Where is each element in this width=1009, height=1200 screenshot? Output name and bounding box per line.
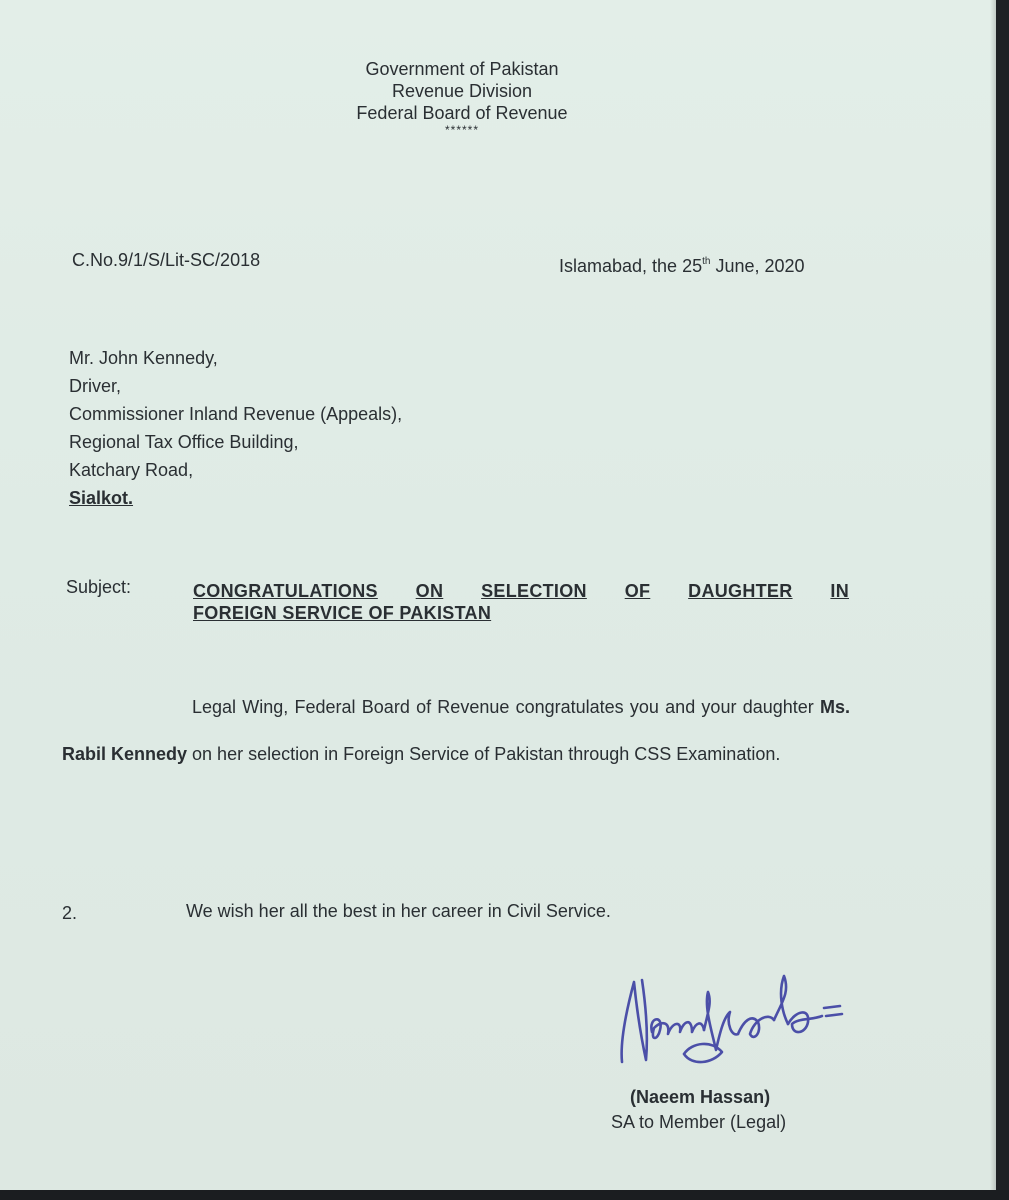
signatory-name: (Naeem Hassan) <box>630 1087 771 1107</box>
paragraph-2-number: 2. <box>62 903 78 923</box>
subject-line-2: FOREIGN SERVICE OF PAKISTAN <box>193 603 492 623</box>
subject-word: IN <box>830 581 849 601</box>
paragraph-1-end: on her selection in Foreign Service of Pakistan through CSS Examination. <box>187 744 781 764</box>
letterhead-separator: ****** <box>444 123 480 137</box>
subject-word: ON <box>415 581 444 601</box>
letterhead-division: Revenue Division <box>391 81 533 101</box>
subject-word: CONGRATULATIONS <box>193 581 378 601</box>
subject-word: SELECTION <box>481 581 587 601</box>
letter-date <box>559 256 805 277</box>
recipient-office: Commissioner Inland Revenue (Appeals), <box>69 404 403 424</box>
signatory-title: SA to Member (Legal) <box>611 1112 787 1132</box>
subject-word: OF <box>624 581 651 601</box>
recipient-name: Mr. John Kennedy, <box>69 348 218 368</box>
body-paragraph-2: We wish her all the best in her career in Civil Service. <box>186 901 611 921</box>
letterhead-government: Government of Pakistan <box>365 59 559 79</box>
subject-heading <box>193 580 849 624</box>
paper-edge-shadow <box>990 0 996 1190</box>
subject-line-1 <box>193 580 849 602</box>
paragraph-1-start: Legal Wing, Federal Board of Revenue congratulates you and your daughter <box>192 697 820 717</box>
recipient-city: Sialkot. <box>69 488 134 508</box>
recipient-building: Regional Tax Office Building, <box>69 432 299 452</box>
date-rest: June, 2020 <box>710 256 805 276</box>
background-strip <box>0 1190 1009 1200</box>
recipient-road: Katchary Road, <box>69 460 194 480</box>
recipient-designation: Driver, <box>69 376 122 396</box>
date-prefix: Islamabad, the 25 <box>559 256 703 276</box>
body-paragraph-1 <box>62 684 850 778</box>
date-ordinal: th <box>702 256 711 267</box>
subject-label: Subject: <box>66 577 132 597</box>
subject-word: DAUGHTER <box>688 581 793 601</box>
daughter-name: Ms. Rabil Kennedy <box>62 697 850 764</box>
letterhead <box>262 58 662 136</box>
letterhead-board: Federal Board of Revenue <box>356 103 568 123</box>
reference-number: C.No.9/1/S/Lit-SC/2018 <box>72 250 261 270</box>
handwritten-signature <box>612 962 852 1087</box>
recipient-address <box>69 344 402 512</box>
